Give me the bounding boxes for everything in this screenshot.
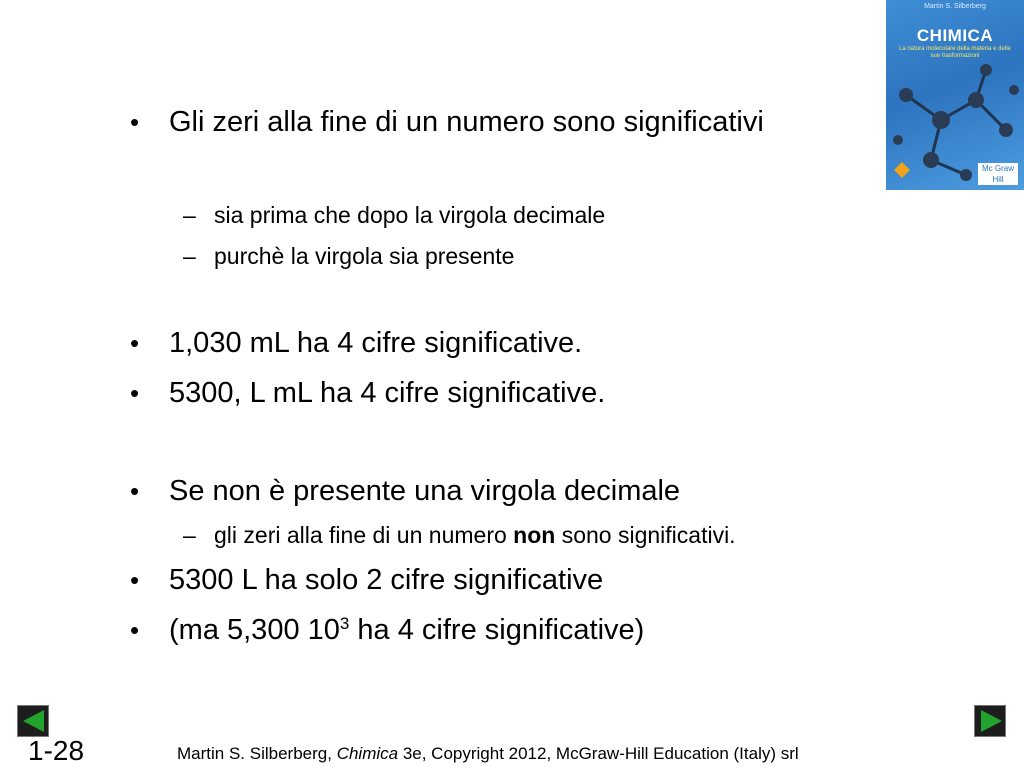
sub-bullet-1-2 xyxy=(183,242,515,270)
footer-credit xyxy=(177,743,799,765)
arrow-left-icon xyxy=(23,710,44,732)
sub-bullet-dash: – xyxy=(183,522,196,548)
book-cover-image xyxy=(886,0,1024,190)
bullet-5 xyxy=(130,563,604,597)
bullet-1 xyxy=(130,105,764,139)
bullet-4-text: Se non è presente una virgola decimale xyxy=(169,475,681,507)
previous-slide-button[interactable] xyxy=(17,705,49,737)
bullet-4 xyxy=(130,474,681,508)
footer-credit-pre: Martin S. Silberberg, xyxy=(177,744,337,763)
cover-subtitle: La natura molecolare della materia e delle sue trasformazioni xyxy=(899,46,1011,59)
sub-bullet-4-1 xyxy=(183,521,736,549)
sub-bullet-1-1 xyxy=(183,201,606,229)
bullet-6-post: ha 4 cifre significative) xyxy=(349,614,645,646)
bullet-6-pre: (ma 5,300 10 xyxy=(169,614,340,646)
bullet-dot: • xyxy=(130,565,140,595)
bullet-2-text: 1,030 mL ha 4 cifre significative. xyxy=(169,327,583,359)
sub-bullet-1-1-text: sia prima che dopo la virgola decimale xyxy=(214,202,606,228)
bullet-dot: • xyxy=(130,476,140,506)
sub-bullet-dash: – xyxy=(183,243,196,269)
cover-title: CHIMICA xyxy=(916,26,994,45)
bullet-6 xyxy=(130,613,645,647)
bullet-dot: • xyxy=(130,328,140,358)
sub-bullet-4-1-bold: non xyxy=(513,522,556,548)
sub-bullet-1-2-text: purchè la virgola sia presente xyxy=(214,243,515,269)
cover-publisher-logo: Mc Graw Hill xyxy=(978,163,1018,185)
bullet-2 xyxy=(130,326,583,360)
bullet-5-text: 5300 L ha solo 2 cifre significative xyxy=(169,564,604,596)
sub-bullet-4-1-post: sono significativi. xyxy=(555,522,736,548)
bullet-dot: • xyxy=(130,107,140,137)
arrow-right-icon xyxy=(981,710,1002,732)
bullet-3 xyxy=(130,376,606,410)
next-slide-button[interactable] xyxy=(974,705,1006,737)
slide-number: 1-28 xyxy=(28,735,85,766)
cover-author: Martin S. Silberberg xyxy=(924,3,986,10)
bullet-dot: • xyxy=(130,615,140,645)
bullet-dot: • xyxy=(130,378,140,408)
footer-credit-post: 3e, Copyright 2012, McGraw-Hill Education (Italy) srl xyxy=(398,744,799,763)
bullet-1-text: Gli zeri alla fine di un numero sono significativi xyxy=(169,106,764,138)
footer-credit-italic: Chimica xyxy=(336,744,399,763)
bullet-6-exponent: 3 xyxy=(339,614,350,633)
sub-bullet-4-1-pre: gli zeri alla fine di un numero xyxy=(214,522,514,548)
sub-bullet-dash: – xyxy=(183,202,196,228)
bullet-3-text: 5300, L mL ha 4 cifre significative. xyxy=(169,377,606,409)
